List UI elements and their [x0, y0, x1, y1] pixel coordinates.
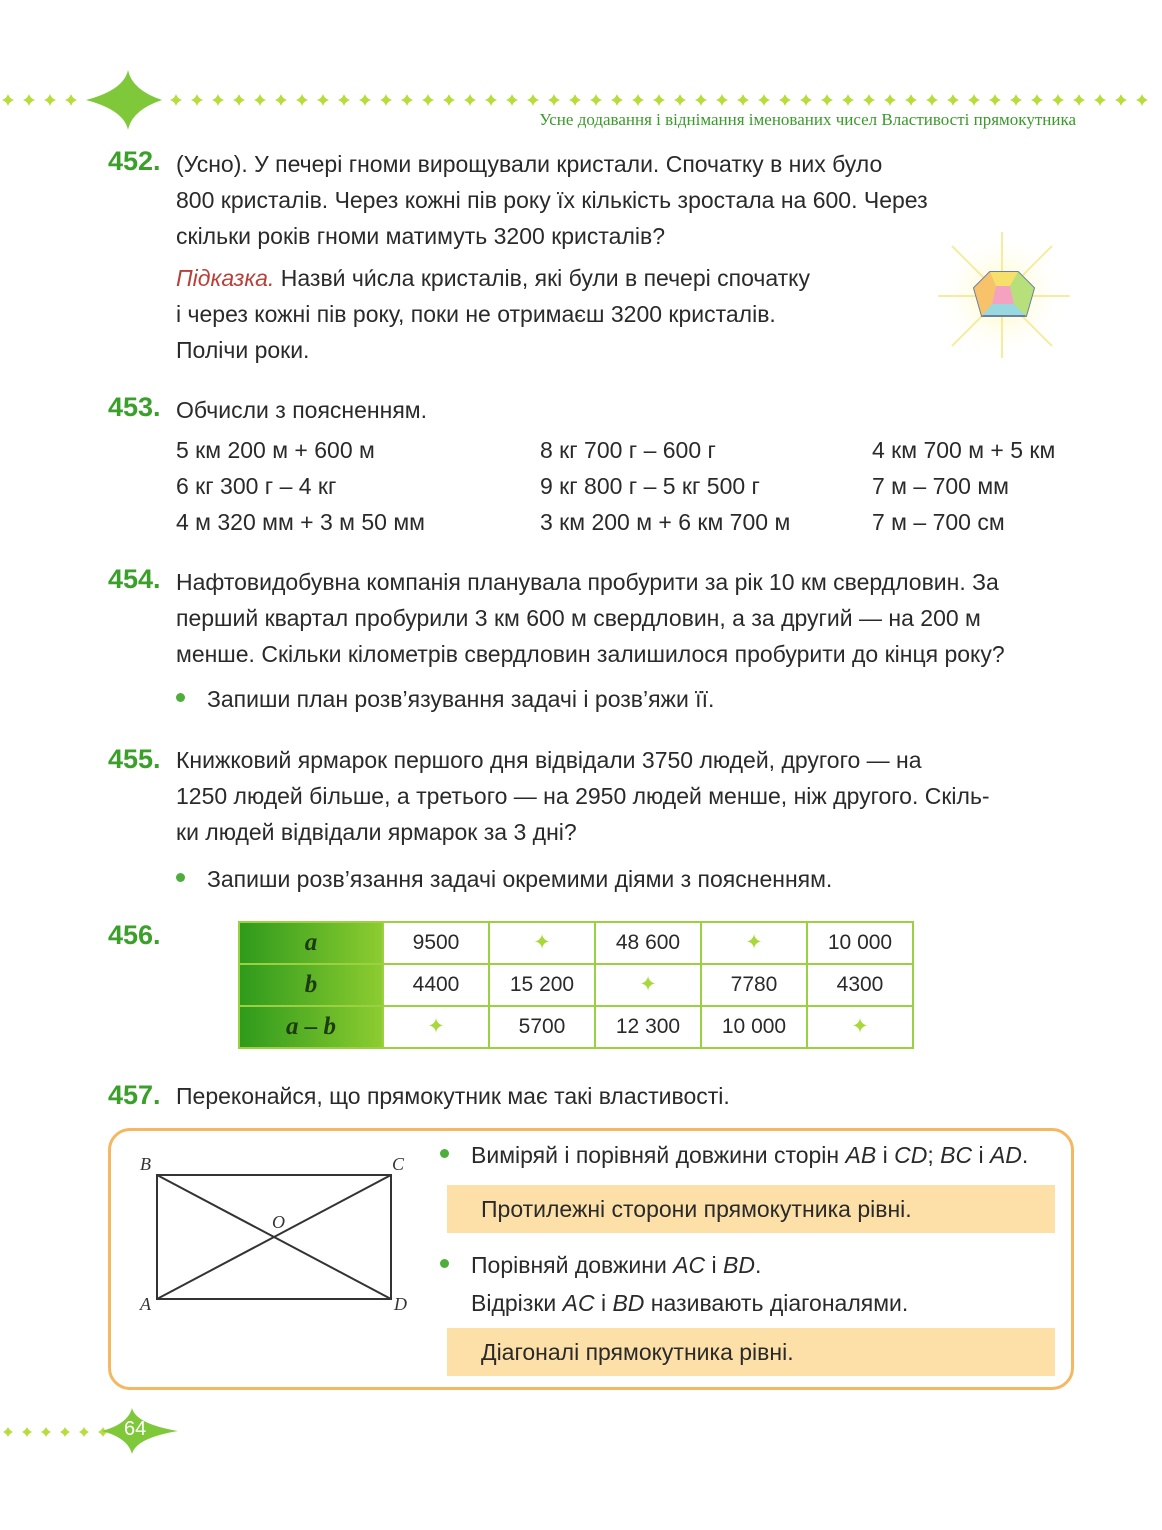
- bullet-icon: [440, 1259, 449, 1268]
- table-cell: 15 200: [489, 964, 595, 1006]
- crystal-illustration: [930, 228, 1080, 358]
- star-ornament-icon: [1136, 94, 1148, 106]
- star-ornament-icon: [79, 1427, 89, 1437]
- table-cell: 4400: [383, 964, 489, 1006]
- star-ornament-icon: [842, 94, 854, 106]
- task-454-bullet: [176, 686, 714, 713]
- values-table: [238, 921, 914, 1049]
- task-455-line: 1250 людей більше, а третього — на 2950 людей менше, ніж другого. Скіль-: [176, 783, 990, 809]
- calc-expression: 7 м – 700 мм: [872, 473, 1009, 499]
- star-ornament-icon: [758, 94, 770, 106]
- segment-ac: AC: [562, 1290, 595, 1316]
- table-cell: 10 000: [701, 1006, 807, 1048]
- vertex-label-c: C: [392, 1154, 405, 1174]
- star-ornament-icon: [926, 94, 938, 106]
- star-ornament-icon: [989, 94, 1001, 106]
- star-ornament-icon: [2, 94, 14, 106]
- segment-ab: AB: [845, 1142, 877, 1168]
- hint-text: Назви́ чи́сла кристалів, які були в печері спочатку: [280, 265, 811, 291]
- task-453-intro: Обчисли з поясненням.: [176, 397, 427, 423]
- property-item-sides: [440, 1142, 1028, 1169]
- star-ornament-icon: [527, 94, 539, 106]
- prop-text: називають діагоналями.: [644, 1290, 909, 1316]
- task-number-455: 455.: [108, 744, 161, 774]
- hint-line: і через кожні пів року, поки не отримаєш 3200 кристалів.: [176, 301, 776, 327]
- star-ornament-icon: [254, 94, 266, 106]
- star-ornament-icon: [716, 94, 728, 106]
- star-ornament-icon: [905, 94, 917, 106]
- task-number-453: 453.: [108, 392, 161, 422]
- star-ornament-icon: [65, 94, 77, 106]
- table-cell: 4300: [807, 964, 913, 1006]
- bullet-icon: [176, 693, 185, 702]
- star-ornament-icon: [317, 94, 329, 106]
- calc-expression: 9 кг 800 г – 5 кг 500 г: [540, 473, 760, 499]
- calc-column-3: [872, 432, 1055, 540]
- calc-expression: 4 км 700 м + 5 км: [872, 437, 1056, 463]
- star-ornament-icon: [611, 94, 623, 106]
- calc-expression: 5 км 200 м + 600 м: [176, 437, 375, 463]
- star-ornament-icon: [653, 94, 665, 106]
- segment-bd: BD: [612, 1290, 645, 1316]
- star-ornament-icon: [1010, 94, 1022, 106]
- star-ornament-icon: [22, 1427, 32, 1437]
- calc-expression: 8 кг 700 г – 600 г: [540, 437, 716, 463]
- star-ornament-icon: [695, 94, 707, 106]
- property-item-diagonals: [440, 1252, 761, 1279]
- star-ornament-icon: [506, 94, 518, 106]
- star-ornament-icon: [44, 94, 56, 106]
- star-ornament-icon: [212, 94, 224, 106]
- task-454-text: [176, 564, 1076, 672]
- table-cell: 48 600: [595, 922, 701, 964]
- star-ornament-icon: [884, 94, 896, 106]
- header-leaf-ornament: [84, 70, 164, 130]
- task-452-hint: [176, 260, 916, 368]
- calc-column-1: [176, 432, 425, 540]
- row-label: b: [239, 964, 383, 1006]
- bullet-text: Запиши розв’язання задачі окремими діями з поясненням.: [207, 866, 833, 892]
- task-452-line: (Усно). У печері гноми вирощували кристали. Спочатку в них було: [176, 151, 883, 177]
- star-ornament-icon: [548, 94, 560, 106]
- prop-text: Виміряй і порівняй довжини сторін: [471, 1142, 846, 1168]
- task-457-intro: Переконайся, що прямокутник має такі властивості.: [176, 1083, 730, 1109]
- star-ornament-icon: [779, 94, 791, 106]
- table-row: [239, 922, 913, 964]
- table-row: [239, 964, 913, 1006]
- star-placeholder-icon: ✦: [807, 1006, 913, 1048]
- star-ornament-icon: [1031, 94, 1043, 106]
- calc-expression: 6 кг 300 г – 4 кг: [176, 473, 337, 499]
- rectangle-diagram: [150, 1168, 400, 1308]
- star-ornament-icon: [1073, 94, 1085, 106]
- star-ornament-icon: [1115, 94, 1127, 106]
- table-cell: 5700: [489, 1006, 595, 1048]
- hint-label: Підказка.: [176, 265, 275, 291]
- task-455-line: Книжковий ярмарок першого дня відвідали 3750 людей, другого — на: [176, 747, 922, 773]
- star-ornament-icon: [422, 94, 434, 106]
- calc-column-2: [540, 432, 790, 540]
- header-star-border: [0, 90, 1162, 110]
- star-placeholder-icon: ✦: [595, 964, 701, 1006]
- prop-text: Порівняй довжини: [471, 1252, 674, 1278]
- star-ornament-icon: [968, 94, 980, 106]
- star-ornament-icon: [296, 94, 308, 106]
- task-455-bullet: [176, 866, 832, 893]
- table-row: [239, 1006, 913, 1048]
- star-ornament-icon: [191, 94, 203, 106]
- row-label: a – b: [239, 1006, 383, 1048]
- task-number-457: 457.: [108, 1080, 161, 1110]
- segment-ad: AD: [989, 1142, 1022, 1168]
- segment-cd: CD: [894, 1142, 928, 1168]
- star-ornament-icon: [60, 1427, 70, 1437]
- task-number-452: 452.: [108, 146, 161, 176]
- calc-expression: 3 км 200 м + 6 км 700 м: [540, 509, 791, 535]
- star-ornament-icon: [737, 94, 749, 106]
- star-ornament-icon: [3, 1427, 13, 1437]
- star-ornament-icon: [443, 94, 455, 106]
- table-cell: 12 300: [595, 1006, 701, 1048]
- task-454-line: менше. Скільки кілометрів свердловин залишилося пробурити до кінця року?: [176, 641, 1005, 667]
- star-placeholder-icon: ✦: [701, 922, 807, 964]
- star-ornament-icon: [863, 94, 875, 106]
- table-cell: 9500: [383, 922, 489, 964]
- task-454-line: Нафтовидобувна компанія планувала пробурити за рік 10 км свердловин. За: [176, 569, 999, 595]
- task-452-line: скільки років гноми матимуть 3200 кристалів?: [176, 223, 665, 249]
- star-ornament-icon: [821, 94, 833, 106]
- star-ornament-icon: [485, 94, 497, 106]
- star-ornament-icon: [380, 94, 392, 106]
- star-ornament-icon: [800, 94, 812, 106]
- task-455-text: [176, 742, 1076, 850]
- vertex-label-b: B: [140, 1154, 151, 1174]
- star-placeholder-icon: ✦: [489, 922, 595, 964]
- rule-box-equal-diagonals: Діагоналі прямокутника рівні.: [447, 1328, 1055, 1376]
- table-cell: 10 000: [807, 922, 913, 964]
- prop-text: Відрізки: [471, 1290, 563, 1316]
- diagonals-definition: [471, 1290, 908, 1317]
- prop-text: ;: [927, 1142, 941, 1168]
- star-ornament-icon: [632, 94, 644, 106]
- bullet-icon: [440, 1149, 449, 1158]
- task-454-line: перший квартал пробурили 3 км 600 м свердловин, а за другий — на 200 м: [176, 605, 981, 631]
- segment-bc: BC: [940, 1142, 973, 1168]
- star-ornament-icon: [359, 94, 371, 106]
- star-ornament-icon: [275, 94, 287, 106]
- task-452-line: 800 кристалів. Через кожні пів року їх кількість зростала на 600. Через: [176, 187, 928, 213]
- star-placeholder-icon: ✦: [383, 1006, 489, 1048]
- hint-line: Полічи роки.: [176, 337, 310, 363]
- footer-star-border: [0, 1424, 110, 1440]
- prop-text: і: [876, 1142, 895, 1168]
- star-ornament-icon: [233, 94, 245, 106]
- task-number-454: 454.: [108, 564, 161, 594]
- vertex-label-a: A: [140, 1294, 151, 1314]
- star-ornament-icon: [338, 94, 350, 106]
- prop-text: і: [705, 1252, 724, 1278]
- star-ornament-icon: [947, 94, 959, 106]
- prop-text: .: [754, 1252, 762, 1278]
- prop-text: .: [1021, 1142, 1029, 1168]
- segment-bd: BD: [723, 1252, 755, 1278]
- prop-text: і: [594, 1290, 613, 1316]
- task-455-line: ки людей відвідали ярмарок за 3 дні?: [176, 819, 577, 845]
- hint-line: [176, 260, 916, 296]
- row-label: a: [239, 922, 383, 964]
- star-ornament-icon: [23, 94, 35, 106]
- star-ornament-icon: [590, 94, 602, 106]
- bullet-text: Запиши план розв’язування задачі і розв’яжи її.: [207, 686, 715, 712]
- running-title: Усне додавання і віднімання іменованих чисел Властивості прямокутника: [539, 110, 1076, 129]
- star-ornament-icon: [464, 94, 476, 106]
- star-ornament-icon: [41, 1427, 51, 1437]
- star-ornament-icon: [401, 94, 413, 106]
- rule-box-opposite-sides: Протилежні сторони прямокутника рівні.: [447, 1185, 1055, 1233]
- segment-ac: AC: [673, 1252, 706, 1278]
- calc-expression: 4 м 320 мм + 3 м 50 мм: [176, 509, 425, 535]
- page-number: 64: [124, 1418, 147, 1440]
- star-ornament-icon: [1052, 94, 1064, 106]
- calc-expression: 7 м – 700 см: [872, 509, 1005, 535]
- table-cell: 7780: [701, 964, 807, 1006]
- star-ornament-icon: [170, 94, 182, 106]
- task-number-456: 456.: [108, 920, 161, 950]
- vertex-label-d: D: [394, 1294, 407, 1314]
- star-ornament-icon: [1094, 94, 1106, 106]
- star-ornament-icon: [569, 94, 581, 106]
- star-ornament-icon: [674, 94, 686, 106]
- prop-text: і: [972, 1142, 990, 1168]
- center-label-o: O: [272, 1212, 285, 1232]
- bullet-icon: [176, 873, 185, 882]
